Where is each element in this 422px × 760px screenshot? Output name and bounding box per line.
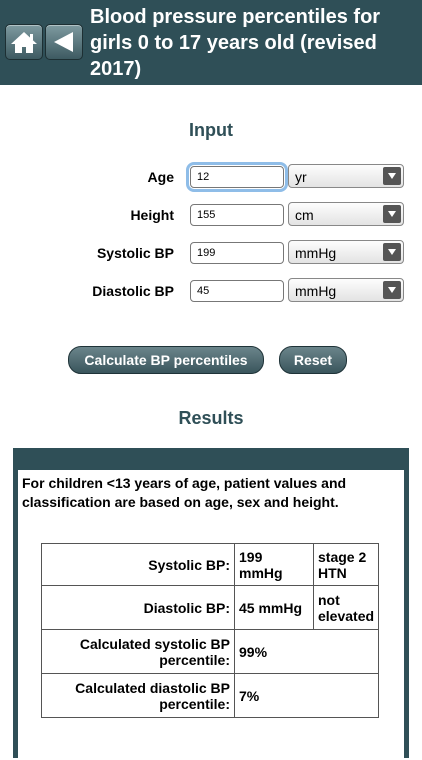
table-row [42,544,379,586]
age-input[interactable] [190,166,284,188]
chevron-down-icon [383,205,401,223]
home-button[interactable] [5,24,43,60]
input-section-title: Input [189,120,233,140]
age-unit-select[interactable] [288,164,404,188]
diastolic-input[interactable] [190,280,284,302]
results-section-title: Results [178,408,244,428]
result-label: Systolic BP: [42,544,235,586]
systolic-row [0,239,422,269]
home-icon [6,25,42,59]
systolic-label: Systolic BP [96,245,174,261]
diastolic-unit-select[interactable] [288,278,404,302]
systolic-input[interactable] [190,242,284,264]
height-unit-select[interactable] [288,202,404,226]
age-row [0,163,422,193]
result-label: Diastolic BP: [42,586,235,630]
result-value: 7% [235,674,379,718]
page-title: Blood pressure percentiles for girls 0 to 17 years old (revised 2017) [90,6,381,80]
age-label: Age [147,169,174,185]
height-label: Height [130,207,174,223]
result-label: Calculated systolic BP percentile: [42,630,235,674]
chevron-down-icon [383,243,401,261]
chevron-down-icon [383,167,401,185]
reset-button[interactable]: Reset [279,346,347,374]
calculate-button[interactable]: Calculate BP percentiles [68,346,264,374]
height-input[interactable] [190,204,284,226]
height-row [0,201,422,231]
diastolic-label: Diastolic BP [92,283,174,299]
chevron-down-icon [383,281,401,299]
result-classification: not elevated [314,586,379,630]
result-classification: stage 2 HTN [314,544,379,586]
back-arrow-icon [46,25,82,59]
header-bar [0,0,422,85]
result-value: 199 mmHg [235,544,314,586]
height-unit-value: cm [295,207,314,223]
diastolic-unit-value: mmHg [295,283,337,299]
result-label: Calculated diastolic BP percentile: [42,674,235,718]
table-row [42,586,379,630]
diastolic-row [0,277,422,307]
back-button[interactable] [45,24,83,60]
systolic-unit-select[interactable] [288,240,404,264]
results-note: For children <13 years of age, patient values and classification are based on age, sex and height. [22,475,347,510]
result-value: 99% [235,630,379,674]
table-row [42,630,379,674]
results-table [41,543,379,718]
result-value: 45 mmHg [235,586,314,630]
age-unit-value: yr [295,169,307,185]
systolic-unit-value: mmHg [295,245,337,261]
table-row [42,674,379,718]
